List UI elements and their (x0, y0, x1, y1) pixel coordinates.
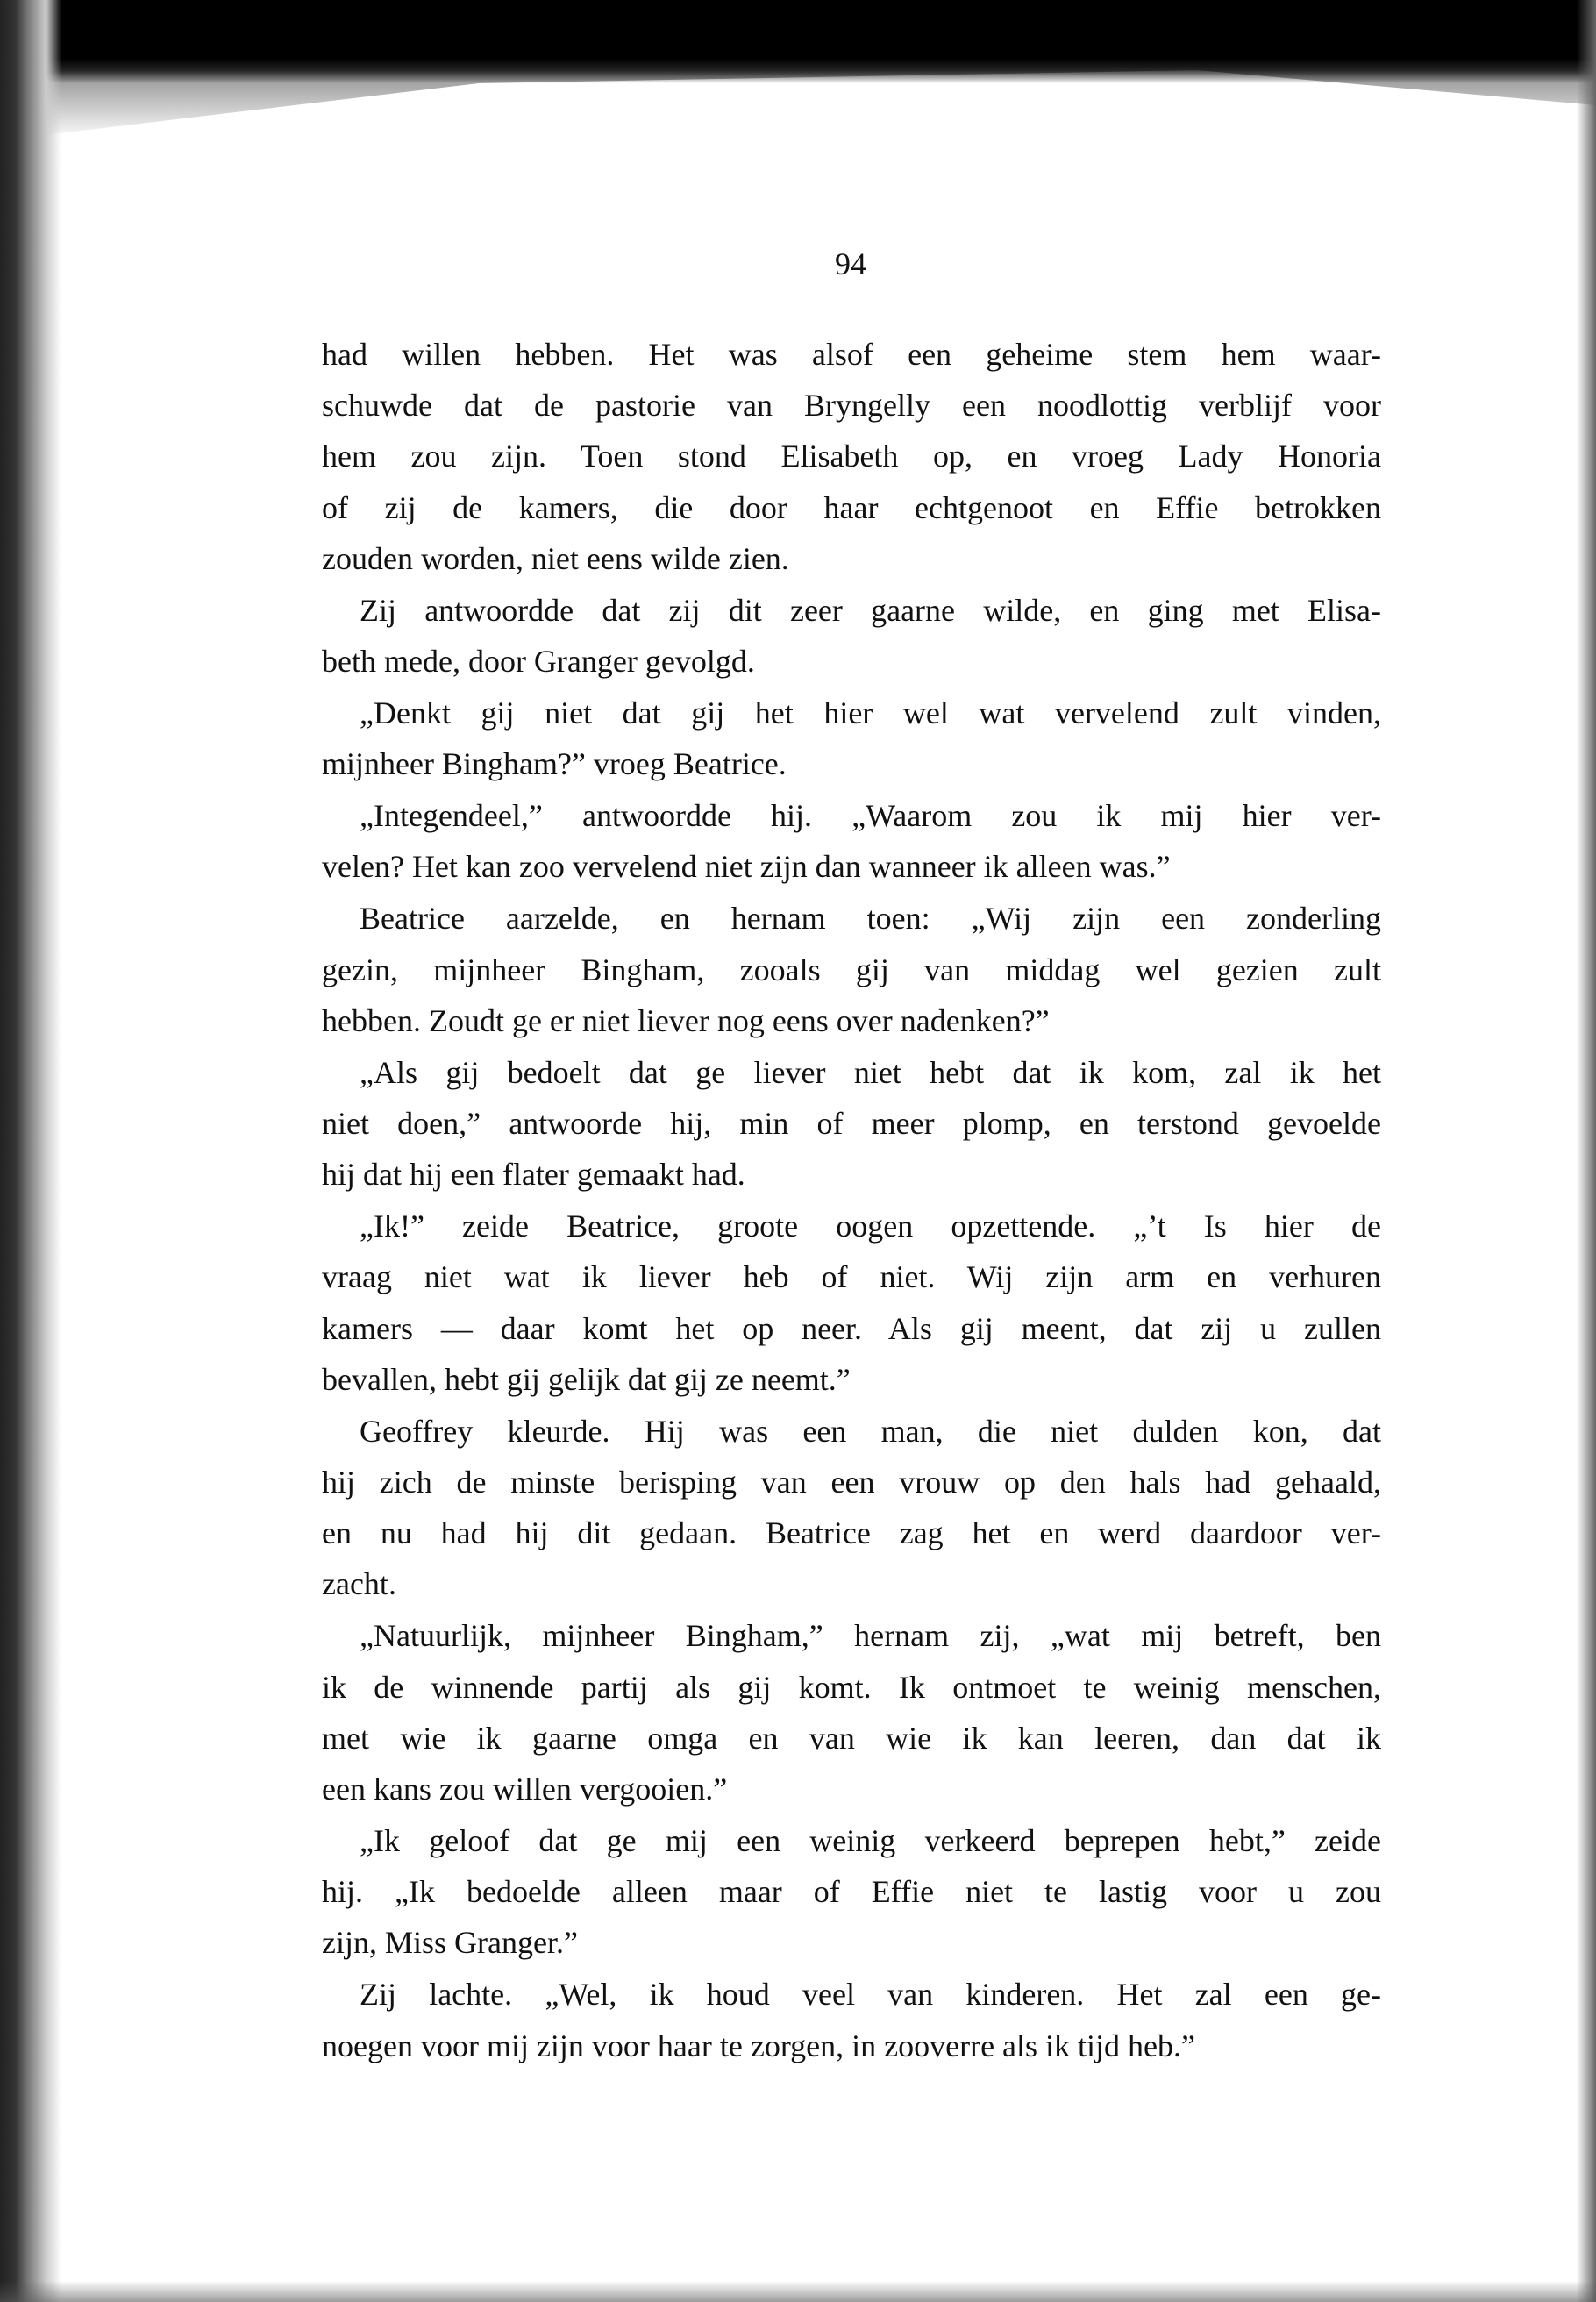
text-line: noegen voor mij zijn voor haar te zorgen, in zooverre als ik tijd heb.” (322, 2028, 1196, 2063)
text-line: hij dat hij een flater gemaakt had. (322, 1157, 745, 1193)
text-line: „Ik geloof dat ge mij een weinig verkeerd beprepen hebt,” zeide (360, 1823, 1381, 1858)
text-line: kamers — daar komt het op neer. Als gij meent, dat zij u zullen (322, 1310, 1381, 1346)
text-line: Zij antwoordde dat zij dit zeer gaarne wilde, en ging met Elisa- (360, 592, 1381, 628)
text-line: hij zich de minste berisping van een vrouw op den hals had gehaald, (322, 1465, 1381, 1500)
text-line: Geoffrey kleurde. Hij was een man, die niet dulden kon, dat (360, 1413, 1381, 1449)
text-line: gezin, mijnheer Bingham, zooals gij van middag wel gezien zult (322, 951, 1381, 987)
text-line: Beatrice aarzelde, en hernam toen: „Wij zijn een zonderling (360, 901, 1381, 937)
scan-right-edge (1577, 0, 1596, 2302)
text-line: beth mede, door Granger gevolgd. (322, 644, 755, 679)
text-line: ik de winnende partij als gij komt. Ik ontmoet te weinig menschen, (322, 1669, 1381, 1705)
text-line: niet doen,” antwoorde hij, min of meer plomp, en terstond gevoelde (322, 1106, 1381, 1141)
text-line: met wie ik gaarne omga en van wie ik kan leeren, dan dat ik (322, 1720, 1381, 1756)
text-line: zouden worden, niet eens wilde zien. (322, 540, 789, 576)
scan-top-shadow (0, 53, 1596, 140)
text-line: „Denkt gij niet dat gij het hier wel wat vervelend zult vinden, (360, 695, 1381, 731)
text-line: velen? Het kan zoo vervelend niet zijn dan wanneer ik alleen was.” (322, 849, 1171, 885)
text-line: „Natuurlijk, mijnheer Bingham,” hernam zij, „wat mij betreft, ben (360, 1618, 1381, 1654)
text-line: zijn, Miss Granger.” (322, 1925, 578, 1961)
text-line: bevallen, hebt gij gelijk dat gij ze neemt.” (322, 1361, 851, 1397)
text-line: hebben. Zoudt ge er niet liever nog eens over nadenken?” (322, 1002, 1050, 1038)
text-line: en nu had hij dit gedaan. Beatrice zag het en werd daardoor ver- (322, 1515, 1381, 1551)
scan-left-binding-edge (0, 0, 61, 2302)
text-line: zacht. (322, 1566, 396, 1602)
text-line: Zij lachte. „Wel, ik houd veel van kinderen. Het zal een ge- (360, 1977, 1381, 2013)
text-line: schuwde dat de pastorie van Bryngelly een noodlottig verblijf voor (322, 388, 1381, 424)
text-line: een kans zou willen vergooien.” (322, 1771, 728, 1807)
page-number: 94 (835, 246, 866, 282)
scan-bottom-edge (0, 2281, 1596, 2302)
text-line: „Als gij bedoelt dat ge liever niet hebt dat ik kom, zal ik het (360, 1054, 1381, 1090)
text-line: „Ik!” zeide Beatrice, groote oogen opzettende. „’t Is hier de (360, 1208, 1381, 1244)
text-line: vraag niet wat ik liever heb of niet. Wij zijn arm en verhuren (322, 1259, 1381, 1295)
text-line: of zij de kamers, die door haar echtgenoot en Effie betrokken (322, 489, 1381, 525)
text-line: had willen hebben. Het was alsof een geheime stem hem waar- (322, 337, 1381, 372)
text-line: „Integendeel,” antwoordde hij. „Waarom zou ik mij hier ver- (360, 798, 1381, 834)
text-line: hij. „Ik bedoelde alleen maar of Effie niet te lastig voor u zou (322, 1874, 1381, 1910)
text-line: hem zou zijn. Toen stond Elisabeth op, en vroeg Lady Honoria (322, 438, 1381, 474)
text-line: mijnheer Bingham?” vroeg Beatrice. (322, 746, 787, 782)
